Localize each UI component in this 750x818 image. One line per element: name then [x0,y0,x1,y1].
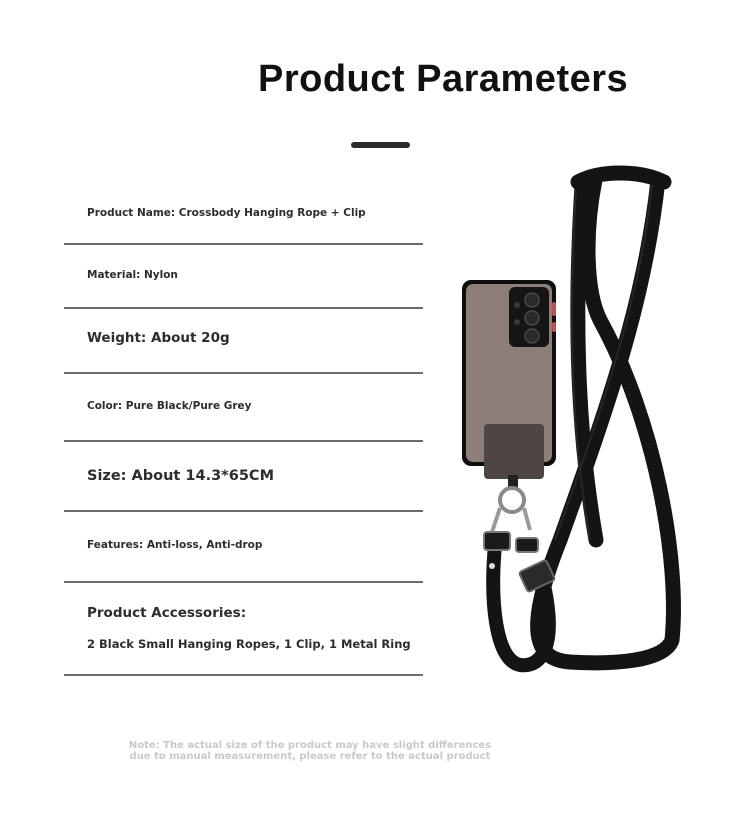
strap-top [578,173,664,182]
metal-ring-icon [492,475,530,532]
param-product-name: Product Name: Crossbody Hanging Rope + Clip [87,207,366,219]
separator [64,372,423,374]
strap-right [538,180,674,663]
separator [64,674,423,676]
phone-with-lanyard-icon [440,160,710,680]
param-color: Color: Pure Black/Pure Grey [87,400,252,412]
accessories-text: 2 Black Small Hanging Ropes, 1 Clip, 1 Metal Ring [87,637,411,651]
note-line-1: Note: The actual size of the product may have slight differences [128,740,492,751]
param-material: Material: Nylon [87,269,178,281]
separator [64,440,423,442]
param-features: Features: Anti-loss, Anti-drop [87,539,263,551]
separator [64,307,423,309]
param-size: Size: About 14.3*65CM [87,468,275,484]
separator [64,243,423,245]
param-weight: Weight: About 20g [87,330,230,346]
separator [64,581,423,583]
separator [64,510,423,512]
note-line-2: due to manual measurement, please refer to the actual product [129,751,491,762]
measurement-note [100,740,520,762]
phone-icon [462,280,556,479]
title-underline [351,142,410,148]
page-title: Product Parameters [258,58,629,100]
accessories-heading: Product Accessories: [87,605,247,621]
